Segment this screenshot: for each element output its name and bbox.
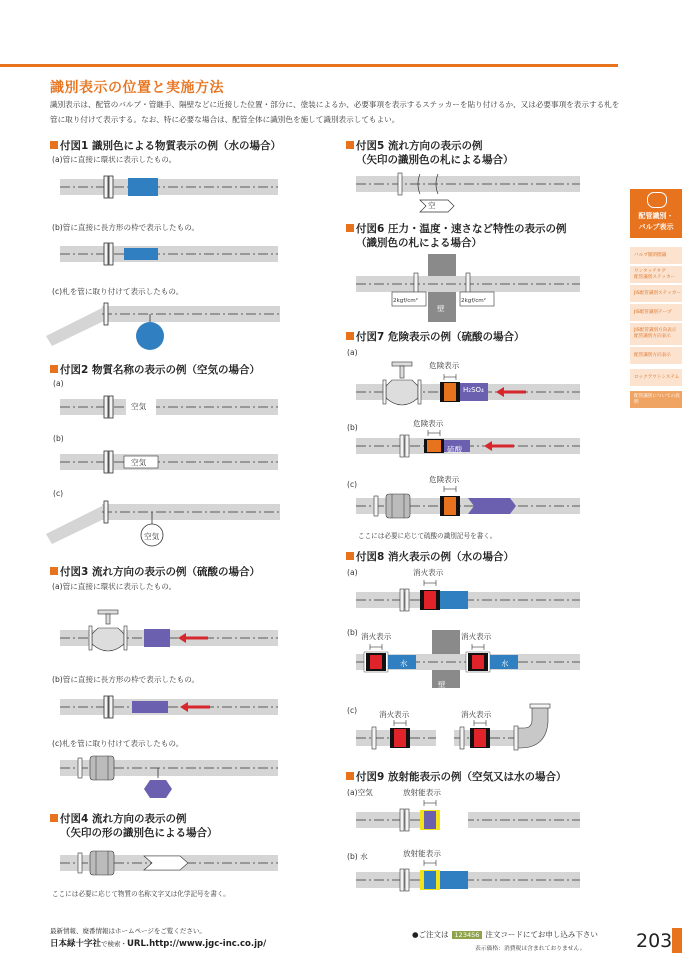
page-tab-bar <box>672 928 682 953</box>
fig7a-danger-label: 危険表示 <box>429 361 460 370</box>
fig1-sub-a: (a)管に直接に環状に表示したもの。 <box>52 155 177 164</box>
fig2c-diagram <box>46 496 282 548</box>
fig8b-diagram <box>356 630 582 690</box>
fig1a-diagram <box>60 176 280 198</box>
fig4-note: ここには必要に応じて物質の名称文字又は化学記号を書く。 <box>52 890 230 898</box>
fig9a-diagram <box>356 798 582 834</box>
order-prefix: ●ご注文は <box>412 930 449 939</box>
fig8-label-b: (b) <box>347 628 358 637</box>
sidebar-item-6[interactable]: 配管識別方向表示 <box>630 347 682 366</box>
fig8b-water-left: 水 <box>400 659 408 668</box>
sidebar-item-1[interactable]: バルブ開閉標識 <box>630 247 682 266</box>
fig1c-diagram <box>46 298 282 356</box>
fig7-note: ここには必要に応じて硫酸の識別記号を書く。 <box>358 532 497 540</box>
fig7b-danger-label: 危険表示 <box>413 419 444 428</box>
page-title: 識別表示の位置と実施方法 <box>50 80 224 96</box>
fig3a-diagram <box>60 598 280 658</box>
fig8c-fire-label-right: 消火表示 <box>461 710 492 719</box>
fig2-label-c: (c) <box>53 489 64 498</box>
fig8a-fire-label: 消火表示 <box>413 568 444 577</box>
fig7b-ryusan: 硫酸 <box>447 445 463 454</box>
fig6-tag-left: 2kgf/cm² <box>393 298 418 304</box>
fig1-sub-c: (c)札を管に取り付けて表示したもの。 <box>52 287 184 296</box>
fig9b-rad-label: 放射能表示 <box>403 849 441 858</box>
fig7a-diagram <box>356 356 582 410</box>
fig8b-fire-label-right: 消火表示 <box>461 632 492 641</box>
fig8-label-a: (a) <box>347 568 358 577</box>
pipe-tag-icon <box>647 192 667 208</box>
page-number: 203 <box>636 930 673 952</box>
fig1b-diagram <box>60 243 280 265</box>
fig5-tag-text: 空 <box>428 201 436 210</box>
fig3-title: 付図3 流れ方向の表示の例（硫酸の場合） <box>50 565 260 579</box>
fig6-wall-label: 壁 <box>437 304 445 313</box>
sidebar-item-2[interactable]: ワンタッチタグ 配管識別ステッカー <box>630 266 682 285</box>
order-suffix: 注文コードにてお申し込み下さい <box>485 930 598 939</box>
intro-text: 識別表示は、配管のバルブ・管継手、隔壁などに近接した位置・部分に、塗装によるか、必要事項を表示するステッカーを貼り付けるか、又は必要事項を表示する札を管に取り付けて表示する。なお、特に必要な場合は、配管全体に識別色を施して識別表示してもよい。 <box>50 100 620 124</box>
fig2c-air-text: 空気 <box>144 532 160 541</box>
company-name: 日本緑十字社 <box>50 939 102 949</box>
fig7b-diagram <box>356 428 582 456</box>
sidebar-category-pipe-id[interactable] <box>630 189 682 238</box>
fig2b-diagram <box>60 451 280 473</box>
fig6-title: 付図6 圧力・温度・速さなど特性の表示の例 （識別色の札による場合） <box>346 222 566 250</box>
fig1-sub-b: (b)管に直接に長方形の枠で表示したもの。 <box>52 223 200 232</box>
fig5-diagram <box>356 170 582 216</box>
fig3-sub-c: (c)札を管に取り付けて表示したもの。 <box>52 739 184 748</box>
fig8-title: 付図8 消火表示の例（水の場合） <box>346 550 514 564</box>
fig9a-rad-label: 放射能表示 <box>403 788 441 797</box>
fig7-label-b: (b) <box>347 423 358 432</box>
fig1-title: 付図1 識別色による物質表示の例（水の場合） <box>50 139 281 153</box>
fig8b-wall-label: 壁 <box>438 680 446 689</box>
fig4-title: 付図4 流れ方向の表示の例 （矢印の形の識別色による場合） <box>50 812 218 840</box>
fig2-label-b: (b) <box>53 434 64 443</box>
fig8-label-c: (c) <box>347 706 358 715</box>
sidebar-item-3[interactable]: JIS配管識別ステッカー <box>630 285 682 304</box>
fig9-label-b: (b) 水 <box>347 852 368 861</box>
fig6-tag-right: 2kgf/cm² <box>461 298 486 304</box>
footer-info: 最新情報、廃番情報はホームページをご覧ください。 <box>50 927 206 935</box>
search-text: で検索・ <box>101 940 128 948</box>
sidebar-item-5[interactable]: JIS配管識別方向表示 配管識別方向表示 <box>630 323 682 347</box>
fig8c-fire-label-left: 消火表示 <box>379 710 410 719</box>
fig7-label-c: (c) <box>347 480 358 489</box>
sidebar-item-4[interactable]: JIS配管識別テープ <box>630 304 682 323</box>
footer-company <box>50 937 266 949</box>
fig2-title: 付図2 物質名称の表示の例（空気の場合） <box>50 363 260 377</box>
fig8b-water-right: 水 <box>501 659 509 668</box>
fig6-diagram <box>356 254 582 324</box>
fig7a-h2so4: H₂SO₄ <box>463 386 484 394</box>
tax-note: 表示価格：消費税は含まれておりません。 <box>475 946 586 952</box>
order-code-badge: 123456 <box>452 931 483 939</box>
fig2-label-a: (a) <box>53 379 64 388</box>
sidebar-item-7[interactable]: ロックアウトシステム <box>630 369 682 388</box>
fig9-title: 付図9 放射能表示の例（空気又は水の場合） <box>346 770 566 784</box>
fig8b-fire-label-left: 消火表示 <box>361 632 392 641</box>
fig5-title: 付図5 流れ方向の表示の例 （矢印の識別色の札による場合） <box>346 139 514 167</box>
fig2b-air-text: 空気 <box>131 458 147 467</box>
fig9b-diagram <box>356 858 582 894</box>
fig9-label-a: (a)空気 <box>347 788 373 797</box>
fig8c-diagram <box>356 700 582 760</box>
fig2a-diagram <box>60 396 280 418</box>
company-url[interactable]: URL.http://www.jgc-inc.co.jp/ <box>127 939 267 949</box>
fig7c-danger-label: 危険表示 <box>429 475 460 484</box>
fig8a-diagram <box>356 578 582 614</box>
header-rule <box>0 64 618 67</box>
fig7c-diagram <box>356 484 582 524</box>
sidebar-item-8-active[interactable]: 配管識別についての説明 <box>630 391 682 410</box>
fig3-sub-b: (b)管に直接に長方形の枠で表示したもの。 <box>52 675 200 684</box>
fig3c-diagram <box>60 752 280 802</box>
fig7-label-a: (a) <box>347 348 358 357</box>
fig3-sub-a: (a)管に直接に環状に表示したもの。 <box>52 582 177 591</box>
order-info <box>412 929 598 940</box>
fig4-diagram <box>60 848 280 878</box>
fig7-title: 付図7 危険表示の例（硫酸の場合） <box>346 330 524 344</box>
fig2a-air-text: 空気 <box>131 402 147 411</box>
fig3b-diagram <box>60 696 280 718</box>
sidebar-category-label: 配管識別・ バルブ表示 <box>638 212 674 231</box>
